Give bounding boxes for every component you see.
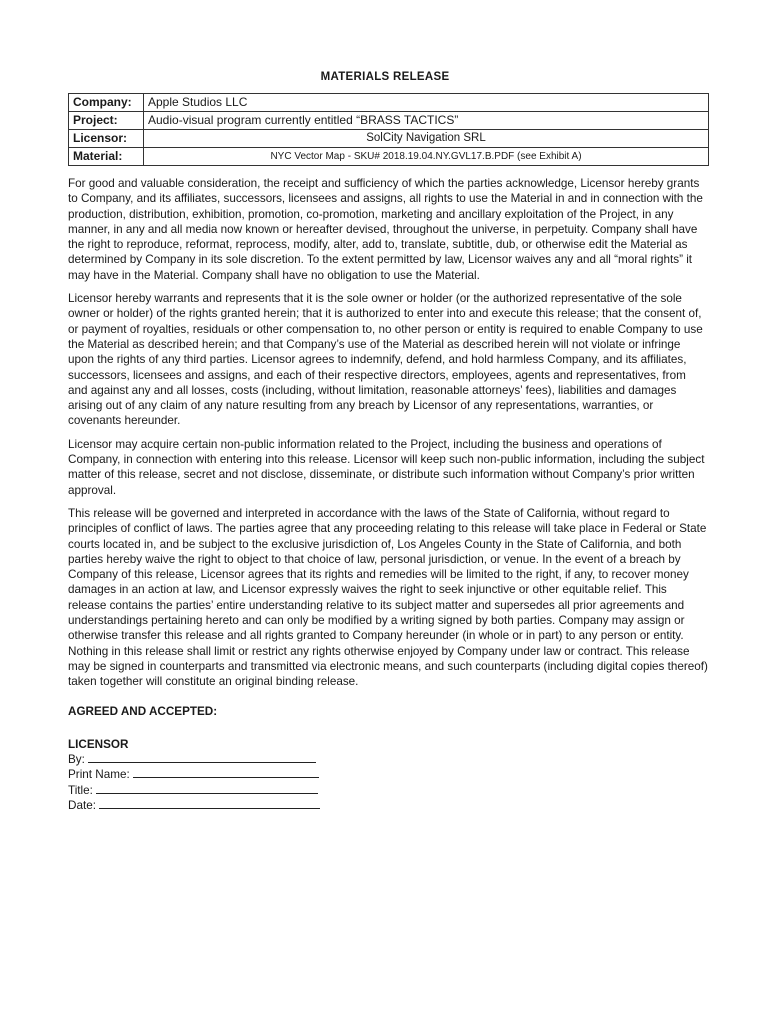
info-row-licensor xyxy=(69,130,709,148)
paragraph-warranties: Licensor hereby warrants and represents that it is the sole owner or holder (or the authorized representative of the sole owner or holder) of the rights granted herein; that it is authorized to enter into and execute this release; that the consent of, or payment of royalties, residuals or other compensation to, no other person or entity is required to enable Company to use the Material as described herein; and that Company’s use of the Material as described herein will not violate or infringe upon the rights of any third parties. Licensor agrees to indemnify, defend, and hold harmless Company, and its affiliates, successors, licensees and assigns, and each of their respective directors, employees, agents and representatives, from and against any and all losses, costs (including, without limitation, reasonable attorneys’ fees), liabilities and damages arising out of any claim of any nature resulting from any breach by Licensor of any representations, warranties, or covenants hereunder. xyxy=(68,292,703,428)
signature-by-line[interactable] xyxy=(88,752,316,763)
material-value: NYC Vector Map - SKU# 2018.19.04.NY.GVL17.B.PDF (see Exhibit A) xyxy=(144,148,709,166)
print-name-line[interactable] xyxy=(133,767,319,778)
company-value: Apple Studios LLC xyxy=(144,94,709,112)
document-title: MATERIALS RELEASE xyxy=(320,71,450,83)
material-label: Material: xyxy=(69,148,144,166)
info-row-project xyxy=(69,112,709,130)
title-label: Title: xyxy=(68,783,93,797)
print-name-row xyxy=(68,767,708,782)
signature-by-label: By: xyxy=(68,753,85,767)
info-row-company xyxy=(69,94,709,112)
date-label: Date: xyxy=(68,798,96,812)
licensor-value: SolCity Navigation SRL xyxy=(144,130,709,148)
title-line[interactable] xyxy=(96,783,318,794)
print-name-label: Print Name: xyxy=(68,768,130,782)
info-row-material xyxy=(69,148,709,166)
info-table xyxy=(68,93,709,166)
date-row xyxy=(68,798,708,813)
company-label: Company: xyxy=(69,94,144,112)
paragraph-confidentiality: Licensor may acquire certain non-public information related to the Project, including the business and operations of Company, in connection with entering into this release. Licensor will keep such non-public information, including the subject matter of this release, secret and not disclose, disseminate, or distribute such information without Company’s prior written approval. xyxy=(68,437,705,497)
date-line[interactable] xyxy=(99,798,320,809)
document-body xyxy=(68,176,708,813)
title-row xyxy=(68,783,708,798)
agreed-heading: AGREED AND ACCEPTED: xyxy=(68,704,218,718)
paragraph-grant: For good and valuable consideration, the receipt and sufficiency of which the parties acknowledge, Licensor hereby grants to Company, and its affiliates, successors, licensees and assigns, all rights to use the Material in and in connection with the production, distribution, exhibition, promotion, co-promotion, marketing and ancillary exploitation of the Project, in any manner, in any and all media now known or hereafter devised, throughout the universe, in perpetuity. Company shall have the right to reproduce, reformat, reprocess, modify, alter, add to, translate, subtitle, dub, or otherwise edit the Material as determined by Company in its sole discretion. To the extent permitted by law, Licensor waives any and all “moral rights” it may have in the Material. Company shall have no obligation to use the Material. xyxy=(68,177,703,282)
paragraph-governing-law: This release will be governed and interpreted in accordance with the laws of the State of California, without regard to principles of conflict of laws. The parties agree that any proceeding relating to this release will take place in Federal or State courts located in, and be subject to the exclusive jurisdiction of, Los Angeles County in the State of California, and both parties hereby waive the right to object to that choice of law, personal jurisdiction, or venue. In the event of a breach by Company of this release, Licensor agrees that its rights and remedies will be limited to the right, if any, to recover money damages in an action at law, and Licensor expressly waives the right to seek injunctive or other equitable relief. This release contains the parties’ entire understanding relative to its subject matter and supersedes all prior agreements and understandings pertaining hereto and can only be modified by a writing signed by both parties. Company may assign or otherwise transfer this release and all rights granted to Company hereunder (in whole or in part) to any person or entity. Nothing in this release shall limit or restrict any rights otherwise enjoyed by Company under law or contract. This release may be signed in counterparts and transmitted via electronic means, and such counterparts (including digital copies thereof) taken together will constitute an original binding release. xyxy=(68,506,708,689)
licensor-heading: LICENSOR xyxy=(68,737,129,751)
signature-by-row xyxy=(68,752,708,767)
project-label: Project: xyxy=(69,112,144,130)
licensor-label: Licensor: xyxy=(69,130,144,148)
project-value: Audio-visual program currently entitled “BRASS TACTICS” xyxy=(144,112,709,130)
